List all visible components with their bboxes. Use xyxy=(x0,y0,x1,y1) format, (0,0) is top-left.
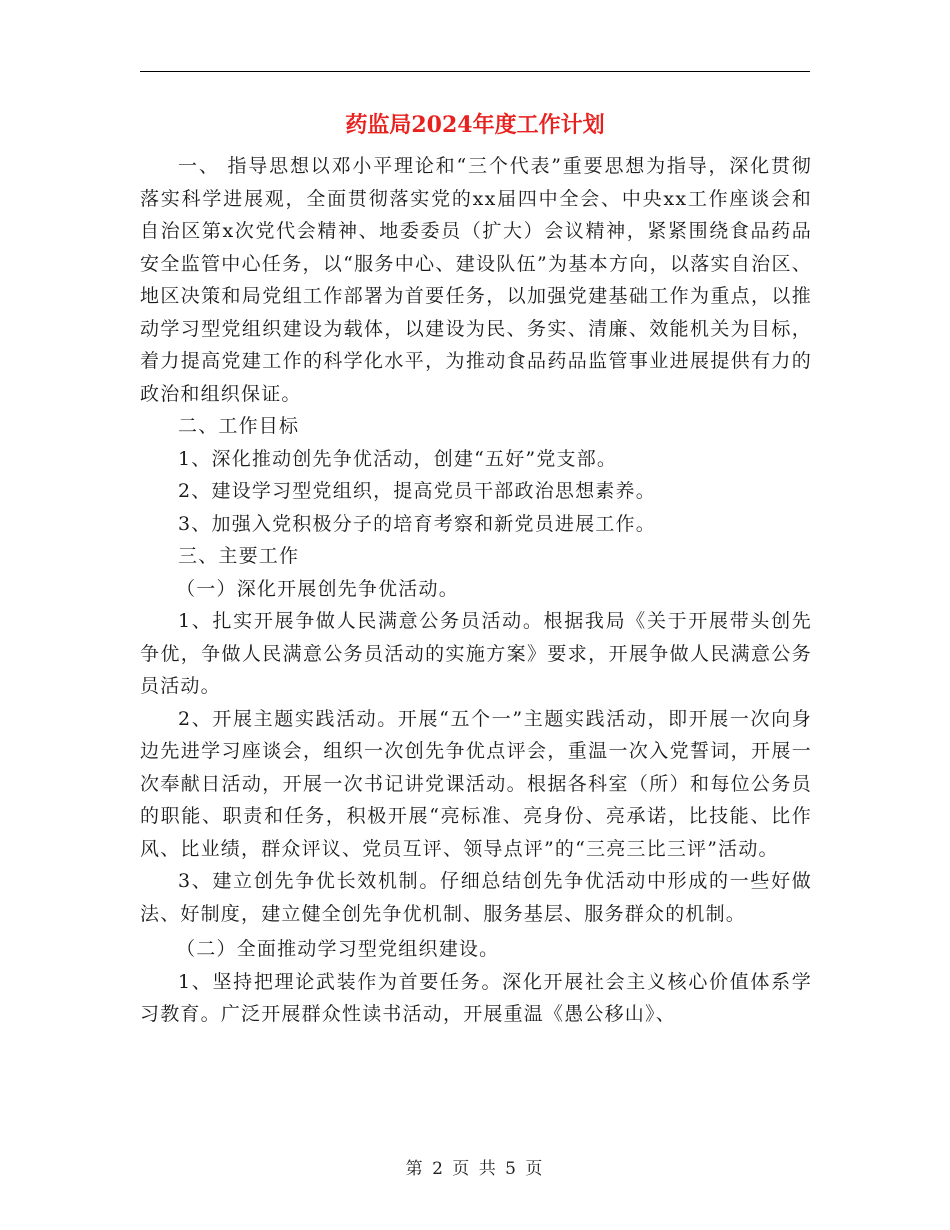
goal-item-3: 3、加强入党积极分子的培育考察和新党员进展工作。 xyxy=(178,512,656,535)
heading-work-goals: 二、工作目标 xyxy=(178,415,300,437)
subheading-1: （一）深化开展创先争优活动。 xyxy=(176,577,459,600)
paragraph-guiding-ideology: 一、 指导思想以邓小平理论和“三个代表”重要思想为指导，深化贯彻落实科学进展观，全面贯彻落实党的xx届四中全会、中央xx工作座谈会和自治区第x次党代会精神、地委委员（扩大）会议精神，紧紧围绕食品药品安全监管中心任务，以“服务中心、建设队伍”为基本方向，以落实自治区、地区决策和局党组工作部署为首要任务，以加强党建基础工作为重点，以推动学习型党组织建设为载体，以建设为民、务实、清廉、效能机关为目标，着力提高党建工作的科学化水平，为推动食品药品监管事业进展提供有力的政治和组织保证。 xyxy=(140,155,812,405)
goal-item-2: 2、建设学习型党组织，提高党员干部政治思想素养。 xyxy=(178,480,656,502)
work-item-2-1: 1、坚持把理论武装作为首要任务。深化开展社会主义核心价值体系学习教育。广泛开展群众性读书活动，开展重温《愚公移山》、 xyxy=(140,970,812,1025)
work-item-1-3: 3、建立创先争优长效机制。仔细总结创先争优活动中形成的一些好做法、好制度，建立健全创先争优机制、服务基层、服务群众的机制。 xyxy=(140,870,812,925)
page-number: 第 2 页 共 5 页 xyxy=(405,1159,545,1179)
subheading-2: （二）全面推动学习型党组织建设。 xyxy=(176,938,500,960)
document-body xyxy=(140,150,812,1031)
document-title: 药监局2024年度工作计划 xyxy=(345,112,605,138)
header-rule xyxy=(140,71,810,72)
goal-item-1: 1、深化推动创先争优活动，创建“五好”党支部。 xyxy=(178,447,618,470)
work-item-1-2: 2、开展主题实践活动。开展“五个一”主题实践活动，即开展一次向身边先进学习座谈会，组织一次创先争优点评会，重温一次入党誓词，开展一次奉献日活动，开展一次书记讲党课活动。根据各科室（所）和每位公务员的职能、职责和任务，积极开展“亮标准、亮身份、亮承诺，比技能、比作风、比业绩，群众评议、党员互评、领导点评”的“三亮三比三评”活动。 xyxy=(140,707,812,860)
work-item-1-1: 1、扎实开展争做人民满意公务员活动。根据我局《关于开展带头创先争优，争做人民满意公务员活动的实施方案》要求，开展争做人民满意公务员活动。 xyxy=(140,610,812,697)
heading-main-work: 三、主要工作 xyxy=(178,545,300,567)
